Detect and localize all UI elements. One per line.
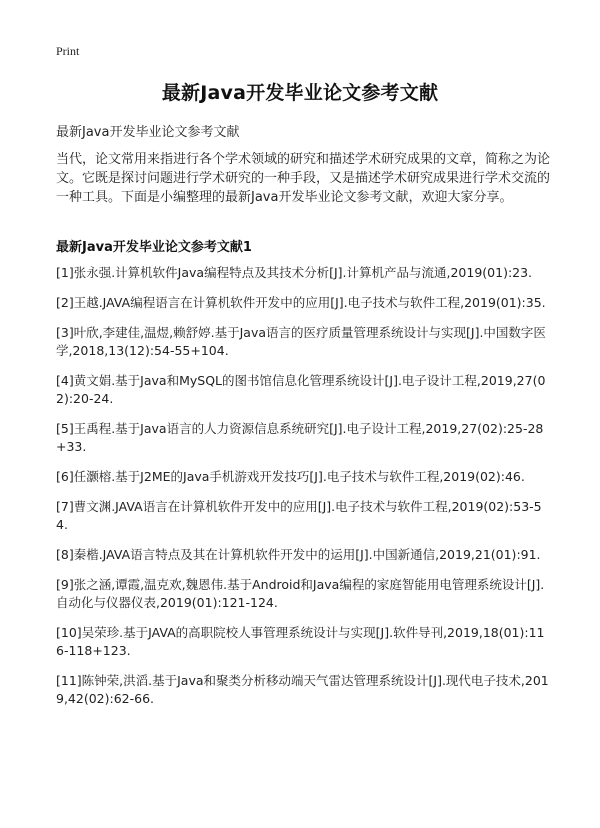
intro-paragraph: 当代，论文常用来指进行各个学术领域的研究和描述学术研究成果的文章，简称之为论文。它既是探讨问题进行学术研究的一种手段，又是描述学术研究成果进行学术交流的一种工具。下面是小编整理的最新Java开发毕业论文参考文献，欢迎大家分享。	[56, 152, 551, 205]
reference-item: [1]张永强.计算机软件Java编程特点及其技术分析[J].计算机产品与流通,2019(01):23.	[56, 265, 533, 280]
reference-item: [2]王越.JAVA编程语言在计算机软件开发中的应用[J].电子技术与软件工程,2019(01):35.	[56, 295, 546, 310]
reference-item: [4]黄文娟.基于Java和MySQL的图书馆信息化管理系统设计[J].电子设计工程,2019,27(02):20-24.	[56, 373, 546, 406]
reference-item: [8]秦楷.JAVA语言特点及其在计算机软件开发中的运用[J].中国新通信,2019,21(01):91.	[56, 547, 541, 562]
page-title: 最新Java开发毕业论文参考文献	[161, 82, 439, 104]
reference-item: [6]任灏榕.基于J2ME的Java手机游戏开发技巧[J].电子技术与软件工程,2019(02):46.	[56, 469, 525, 484]
document-subtitle: 最新Java开发毕业论文参考文献	[56, 125, 240, 140]
reference-item: [9]张之涵,谭霞,温克欢,魏恩伟.基于Android和Java编程的家庭智能用电管理系统设计[J].自动化与仪器仪表,2019(01):121-124.	[56, 577, 545, 610]
reference-item: [5]王禹程.基于Java语言的人力资源信息系统研究[J].电子设计工程,2019,27(02):25-28+33.	[56, 421, 544, 454]
reference-item: [10]吴荣珍.基于JAVA的高职院校人事管理系统设计与实现[J].软件导刊,2019,18(01):116-118+123.	[56, 625, 545, 658]
reference-item: [3]叶欣,李建佳,温煜,赖舒婷.基于Java语言的医疗质量管理系统设计与实现[J].中国数字医学,2018,13(12):54-55+104.	[56, 325, 546, 358]
print-link[interactable]: Print	[56, 44, 80, 58]
reference-item: [11]陈钟荣,洪滔.基于Java和聚类分析移动端天气雷达管理系统设计[J].现代电子技术,2019,42(02):62-66.	[56, 673, 549, 706]
reference-item: [7]曹文渊.JAVA语言在计算机软件开发中的应用[J].电子技术与软件工程,2019(02):53-54.	[56, 499, 542, 532]
section-heading: 最新Java开发毕业论文参考文献1	[56, 240, 252, 255]
reference-list	[56, 264, 550, 720]
